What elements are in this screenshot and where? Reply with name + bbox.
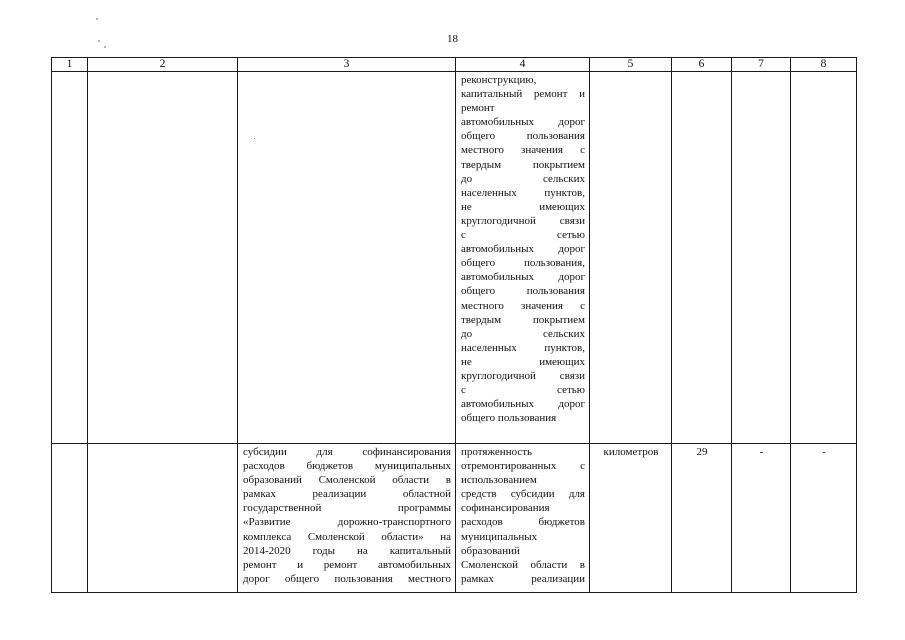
text-line: круглогодичной связи	[461, 369, 585, 382]
cell-col2	[88, 72, 238, 444]
cell-col7	[732, 72, 791, 444]
measure-text	[238, 444, 455, 586]
text-line: ремонт и ремонт автомобильных	[243, 558, 451, 571]
text-line: софинансирования	[461, 502, 550, 515]
text-line: субсидии для софинансирования	[243, 446, 451, 458]
value-2015: -	[759, 446, 764, 458]
text-line: муниципальных	[461, 530, 538, 543]
value-2016: -	[822, 446, 826, 458]
column-header: 3	[238, 58, 456, 72]
text-line: отремонтированных с	[461, 460, 585, 473]
text-line: населенных пунктов,	[461, 341, 585, 354]
text-line: автомобильных дорог	[461, 398, 585, 411]
column-header: 7	[732, 58, 791, 72]
value-2014: 29	[696, 446, 708, 458]
text-line: населенных пунктов,	[461, 186, 585, 199]
text-line: автомобильных дорог	[461, 271, 585, 284]
text-line: до сельских	[461, 327, 585, 340]
text-line: 2014-2020 годы на капитальный	[243, 544, 451, 557]
cell-col5	[590, 72, 672, 444]
column-header: 1	[52, 58, 88, 72]
cell-col3	[238, 72, 456, 444]
cell-col8-value	[791, 444, 857, 593]
indicator-text	[456, 72, 589, 425]
unit-text: километров	[603, 446, 659, 458]
table-row-continued	[52, 72, 857, 444]
cell-col6-value	[672, 444, 732, 593]
cell-col3-measure	[238, 444, 456, 593]
text-line: реконструкцию,	[461, 74, 537, 86]
scan-dot	[254, 138, 255, 139]
text-line: не имеющих	[461, 200, 585, 213]
header-row	[52, 58, 857, 72]
text-line: автомобильных дорог	[461, 116, 585, 129]
cell-col7-value	[732, 444, 791, 593]
text-line: использованием	[461, 474, 537, 487]
text-line: государственной программы	[243, 502, 451, 515]
cell-col1	[52, 72, 88, 444]
text-line: круглогодичной связи	[461, 214, 585, 227]
column-header: 8	[791, 58, 857, 72]
scan-speck	[104, 46, 106, 48]
text-line: комплекса Смоленской области» на	[243, 530, 451, 543]
cell-col4-indicator-continued	[456, 72, 590, 444]
text-line: общего пользования	[461, 130, 585, 143]
text-line: дорог общего пользования местного	[243, 572, 451, 585]
text-line: образований Смоленской области в	[243, 474, 451, 487]
cell-col4-indicator	[456, 444, 590, 593]
scan-speck	[96, 18, 98, 20]
text-line: твердым покрытием	[461, 313, 585, 326]
text-line: ремонт	[461, 102, 495, 115]
text-line: расходов бюджетов муниципальных	[243, 460, 451, 473]
text-line: местного значения с	[461, 144, 585, 157]
text-line: Смоленской области в	[461, 558, 585, 571]
column-header: 2	[88, 58, 238, 72]
text-line: образований	[461, 544, 520, 557]
indicator-text	[456, 444, 589, 586]
text-line: расходов бюджетов	[461, 516, 585, 529]
text-line: местного значения с	[461, 299, 585, 312]
text-line: общего пользования,	[461, 257, 585, 270]
text-line: общего пользования	[461, 412, 557, 425]
text-line: общего пользования	[461, 285, 585, 298]
text-line: не имеющих	[461, 355, 585, 368]
text-line: «Развитие дорожно-транспортного	[243, 516, 451, 529]
cell-col8	[791, 72, 857, 444]
column-header: 6	[672, 58, 732, 72]
text-line: с сетью	[461, 384, 585, 397]
page-number: 18	[447, 33, 458, 45]
text-line: до сельских	[461, 172, 585, 185]
text-line: капитальный ремонт и	[461, 88, 585, 101]
text-line: рамках реализации областной	[243, 488, 451, 501]
column-header: 5	[590, 58, 672, 72]
cell-col5-unit	[590, 444, 672, 593]
cell-col6	[672, 72, 732, 444]
text-line: средств субсидии для	[461, 488, 585, 501]
table-row-subsidy	[52, 444, 857, 593]
data-table	[51, 57, 857, 593]
text-line: с сетью	[461, 229, 585, 242]
column-header: 4	[456, 58, 590, 72]
cell-col1	[52, 444, 88, 593]
text-line: рамках реализации	[461, 572, 585, 585]
text-line: автомобильных дорог	[461, 243, 585, 256]
cell-col2	[88, 444, 238, 593]
text-line: протяженность	[461, 446, 533, 458]
text-line: твердым покрытием	[461, 158, 585, 171]
